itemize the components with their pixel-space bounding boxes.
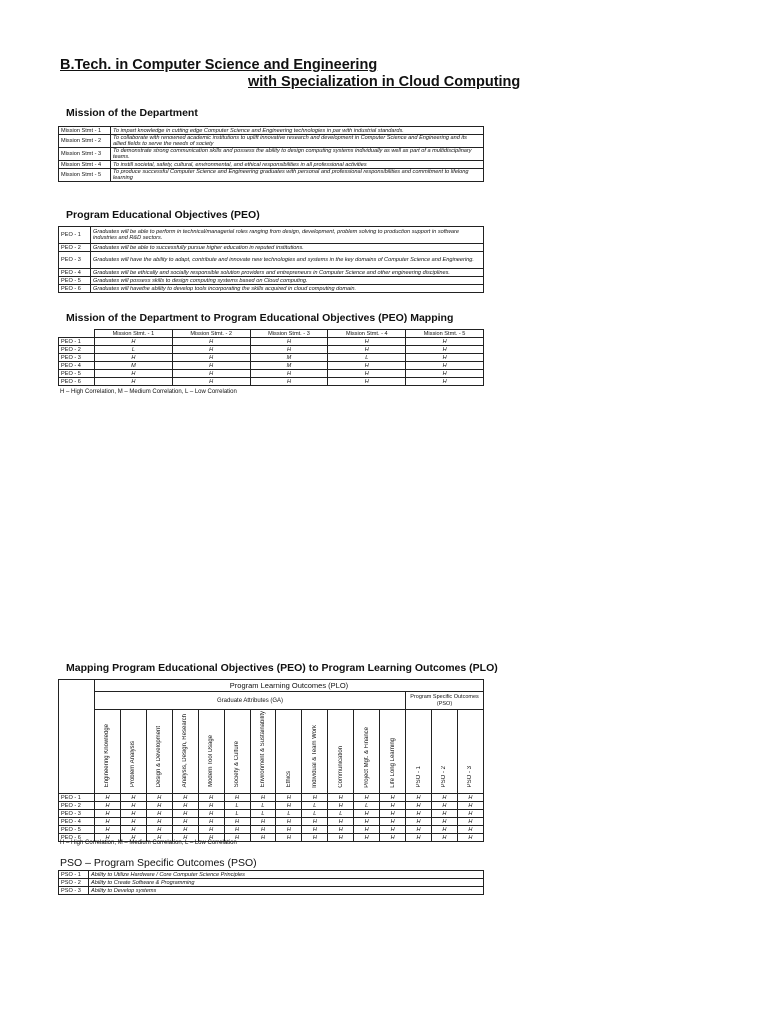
- peo-row-text: Graduates will be able to perform in technical/managerial roles ranging from design, development, problem solving to production support in software industries and R&D sectors.: [91, 227, 484, 244]
- ga-column-header: [250, 710, 276, 794]
- mapping-cell: H: [250, 338, 328, 346]
- plo-cell: H: [95, 834, 121, 842]
- peo-row: [59, 269, 484, 277]
- peo-row-text: Graduates will possess skills to design computing systems based on Cloud computing.: [91, 277, 484, 285]
- mapping-row: [59, 346, 484, 354]
- mission-row-label: Mission Stmt - 4: [59, 161, 111, 169]
- plo-cell: L: [224, 810, 250, 818]
- ga-column-label: Analysis, Design, Research: [182, 714, 189, 788]
- plo-cell: H: [146, 802, 172, 810]
- plo-cell: H: [354, 810, 380, 818]
- ga-column-label: Problem Analysis: [130, 741, 137, 788]
- plo-cell: H: [431, 818, 457, 826]
- plo-cell: L: [302, 802, 328, 810]
- plo-cell: H: [457, 794, 483, 802]
- peo-row-label: PEO - 3: [59, 252, 91, 269]
- plo-cell: H: [380, 834, 406, 842]
- pso-heading: PSO – Program Specific Outcomes (PSO): [60, 857, 257, 869]
- peo-row-label: PEO - 4: [59, 269, 91, 277]
- ga-column-label: Project Mgt. & Finance: [363, 726, 370, 788]
- plo-cell: H: [302, 794, 328, 802]
- mapping-cell: H: [328, 338, 406, 346]
- mapping-cell: H: [328, 362, 406, 370]
- plo-cell: H: [250, 834, 276, 842]
- peo-row: [59, 277, 484, 285]
- plo-cell: L: [224, 802, 250, 810]
- mapping-cell: H: [172, 338, 250, 346]
- plo-table: [58, 679, 484, 842]
- mapping-row: [59, 362, 484, 370]
- plo-cell: L: [302, 810, 328, 818]
- plo-cell: H: [431, 810, 457, 818]
- plo-cell: H: [431, 834, 457, 842]
- mapping-cell: H: [406, 338, 484, 346]
- pso-column-label: PSO - 2: [441, 766, 448, 788]
- mapping-cell: M: [95, 362, 173, 370]
- plo-heading: Mapping Program Educational Objectives (PEO) to Program Learning Outcomes (PLO): [66, 662, 498, 674]
- plo-row: [59, 802, 484, 810]
- pso-row-label: PSO - 1: [59, 871, 89, 879]
- mapping-cell: H: [406, 362, 484, 370]
- plo-cell: H: [276, 802, 302, 810]
- ga-column-header: [146, 710, 172, 794]
- ga-column-header: [224, 710, 250, 794]
- pso-column-label: PSO - 3: [467, 766, 474, 788]
- plo-cell: H: [120, 802, 146, 810]
- mapping-row-label: PEO - 4: [59, 362, 95, 370]
- plo-cell: H: [172, 794, 198, 802]
- mapping-cell: H: [328, 346, 406, 354]
- mission-table: [58, 126, 484, 182]
- mapping-cell: H: [328, 370, 406, 378]
- plo-cell: H: [250, 794, 276, 802]
- plo-cell: H: [406, 818, 432, 826]
- plo-cell: L: [250, 802, 276, 810]
- mapping-cell: H: [250, 370, 328, 378]
- peo-row-label: PEO - 6: [59, 285, 91, 293]
- mapping-column-header: Mission Stmt. - 4: [328, 330, 406, 338]
- mapping-cell: H: [328, 378, 406, 386]
- mission-row: [59, 148, 484, 161]
- plo-row-label: PEO - 6: [59, 834, 95, 842]
- page-title-line-1: B.Tech. in Computer Science and Engineering: [60, 57, 378, 73]
- plo-cell: H: [276, 818, 302, 826]
- plo-cell: L: [354, 802, 380, 810]
- mapping-corner-cell: [59, 330, 95, 338]
- plo-cell: H: [172, 834, 198, 842]
- plo-cell: H: [380, 802, 406, 810]
- plo-cell: H: [120, 826, 146, 834]
- mapping-cell: H: [250, 346, 328, 354]
- plo-row: [59, 826, 484, 834]
- peo-row: [59, 227, 484, 244]
- plo-cell: H: [406, 794, 432, 802]
- plo-cell: H: [431, 826, 457, 834]
- mapping-cell: H: [406, 378, 484, 386]
- plo-row: [59, 810, 484, 818]
- mission-row-text: To produce successful Computer Science and Engineering graduates with personal and professional responsibilities and commitment to lifelong learning: [111, 169, 484, 182]
- plo-cell: H: [120, 834, 146, 842]
- ga-column-label: Society & Culture: [234, 741, 241, 788]
- plo-cell: H: [146, 794, 172, 802]
- mission-row: [59, 127, 484, 135]
- plo-cell: H: [146, 826, 172, 834]
- plo-header: Program Learning Outcomes (PLO): [95, 680, 484, 692]
- plo-cell: H: [224, 834, 250, 842]
- plo-cell: H: [95, 810, 121, 818]
- plo-cell: H: [172, 818, 198, 826]
- ga-column-label: Life Long Learning: [389, 737, 396, 788]
- mapping-cell: H: [172, 362, 250, 370]
- mapping-cell: H: [95, 370, 173, 378]
- plo-cell: H: [406, 802, 432, 810]
- plo-row-label: PEO - 2: [59, 802, 95, 810]
- plo-cell: H: [457, 810, 483, 818]
- ga-column-label: Engineering Knowledge: [104, 723, 111, 788]
- mapping-row: [59, 378, 484, 386]
- plo-cell: H: [146, 818, 172, 826]
- mapping-heading: Mission of the Department to Program Educational Objectives (PEO) Mapping: [66, 312, 454, 324]
- ga-column-label: Environment & Sustainability: [259, 711, 266, 788]
- mapping-column-header: Mission Stmt. - 1: [95, 330, 173, 338]
- plo-cell: H: [146, 810, 172, 818]
- plo-cell: H: [146, 834, 172, 842]
- plo-cell: H: [120, 818, 146, 826]
- mapping-cell: H: [95, 378, 173, 386]
- mapping-legend-note: H – High Correlation, M – Medium Correlation, L – Low Correlation: [60, 389, 237, 395]
- mapping-cell: L: [95, 346, 173, 354]
- plo-cell: H: [198, 802, 224, 810]
- mapping-cell: M: [250, 362, 328, 370]
- plo-cell: H: [457, 802, 483, 810]
- plo-cell: H: [250, 826, 276, 834]
- ga-column-header: [120, 710, 146, 794]
- pso-header: Program Specific Outcomes (PSO): [406, 692, 484, 710]
- plo-cell: H: [198, 810, 224, 818]
- mission-row-text: To instill societal, safety, cultural, environmental, and ethical responsibilities in all professional activities: [111, 161, 484, 169]
- plo-cell: H: [95, 818, 121, 826]
- mapping-row-label: PEO - 3: [59, 354, 95, 362]
- plo-cell: H: [328, 802, 354, 810]
- mapping-row-label: PEO - 5: [59, 370, 95, 378]
- mapping-column-header: Mission Stmt. - 3: [250, 330, 328, 338]
- plo-cell: H: [431, 802, 457, 810]
- pso-row: [59, 871, 484, 879]
- ga-column-header: [380, 710, 406, 794]
- peo-row-text: Graduates will have the ability to adapt, contribute and innovate new technologies and systems in the key domains of Computer Science and Engineering.: [91, 252, 484, 269]
- mission-row-label: Mission Stmt - 5: [59, 169, 111, 182]
- ga-column-label: Modern Tool Usage: [208, 735, 215, 788]
- pso-row-text: Ability to Create Software & Programming: [89, 879, 484, 887]
- plo-cell: H: [276, 826, 302, 834]
- plo-row-label: PEO - 4: [59, 818, 95, 826]
- plo-cell: H: [328, 826, 354, 834]
- mapping-cell: H: [250, 378, 328, 386]
- pso-table: [58, 870, 484, 895]
- plo-cell: H: [380, 794, 406, 802]
- plo-cell: H: [354, 794, 380, 802]
- mapping-column-header: Mission Stmt. - 5: [406, 330, 484, 338]
- plo-row-label: PEO - 5: [59, 826, 95, 834]
- ga-column-header: [95, 710, 121, 794]
- plo-cell: H: [380, 818, 406, 826]
- mapping-cell: H: [406, 346, 484, 354]
- plo-cell: H: [198, 794, 224, 802]
- plo-cell: H: [302, 834, 328, 842]
- plo-cell: H: [95, 802, 121, 810]
- plo-cell: H: [380, 826, 406, 834]
- peo-row: [59, 244, 484, 252]
- plo-cell: H: [328, 794, 354, 802]
- pso-column-header: [406, 710, 432, 794]
- plo-cell: H: [457, 826, 483, 834]
- plo-row: [59, 818, 484, 826]
- mapping-cell: H: [172, 370, 250, 378]
- plo-row-label: PEO - 3: [59, 810, 95, 818]
- mapping-cell: H: [172, 378, 250, 386]
- ga-column-header: [302, 710, 328, 794]
- mapping-cell: H: [172, 346, 250, 354]
- mapping-column-header: Mission Stmt. - 2: [172, 330, 250, 338]
- plo-cell: H: [457, 818, 483, 826]
- mission-row: [59, 169, 484, 182]
- plo-cell: H: [354, 826, 380, 834]
- peo-row-text: Graduates will havethe ability to develop tools incorporating the skills acquired in cloud computing domain.: [91, 285, 484, 293]
- mapping-row-label: PEO - 6: [59, 378, 95, 386]
- plo-row: [59, 794, 484, 802]
- peo-row-label: PEO - 2: [59, 244, 91, 252]
- plo-cell: H: [431, 794, 457, 802]
- plo-cell: H: [198, 834, 224, 842]
- mapping-cell: M: [250, 354, 328, 362]
- plo-cell: H: [406, 826, 432, 834]
- plo-cell: H: [457, 834, 483, 842]
- plo-cell: H: [354, 818, 380, 826]
- pso-row: [59, 887, 484, 895]
- mission-row: [59, 135, 484, 148]
- plo-cell: H: [406, 810, 432, 818]
- mapping-table: [58, 329, 484, 386]
- mission-row-label: Mission Stmt - 3: [59, 148, 111, 161]
- pso-row-label: PSO - 2: [59, 879, 89, 887]
- plo-cell: H: [120, 810, 146, 818]
- page-title-line-2: with Specialization in Cloud Computing: [248, 74, 521, 90]
- plo-cell: L: [328, 810, 354, 818]
- pso-row: [59, 879, 484, 887]
- mission-row-text: To collaborate with renowned academic institutions to uplift innovative research and development in Computer Science and Engineering and its allied fields to serve the needs of society: [111, 135, 484, 148]
- plo-cell: H: [276, 834, 302, 842]
- mission-row-label: Mission Stmt - 1: [59, 127, 111, 135]
- mapping-row-label: PEO - 2: [59, 346, 95, 354]
- plo-cell: H: [95, 826, 121, 834]
- plo-cell: H: [302, 826, 328, 834]
- peo-heading: Program Educational Objectives (PEO): [66, 209, 260, 221]
- plo-cell: H: [406, 834, 432, 842]
- plo-cell: H: [120, 794, 146, 802]
- plo-cell: H: [95, 794, 121, 802]
- plo-cell: H: [302, 818, 328, 826]
- plo-cell: H: [328, 834, 354, 842]
- mapping-row-label: PEO - 1: [59, 338, 95, 346]
- pso-row-label: PSO - 3: [59, 887, 89, 895]
- plo-cell: H: [276, 794, 302, 802]
- mapping-cell: H: [95, 354, 173, 362]
- peo-row: [59, 285, 484, 293]
- ga-column-label: Ethics: [285, 771, 292, 788]
- plo-corner-cell: [59, 680, 95, 794]
- plo-cell: H: [328, 818, 354, 826]
- plo-cell: H: [380, 810, 406, 818]
- mapping-row: [59, 338, 484, 346]
- peo-table: [58, 226, 484, 293]
- pso-column-header: [431, 710, 457, 794]
- ga-column-header: [354, 710, 380, 794]
- ga-column-header: [198, 710, 224, 794]
- peo-row-label: PEO - 5: [59, 277, 91, 285]
- plo-cell: H: [198, 818, 224, 826]
- pso-column-label: PSO - 1: [415, 766, 422, 788]
- ga-column-header: [328, 710, 354, 794]
- ga-column-label: Individual & Team Work: [311, 724, 318, 788]
- plo-cell: H: [172, 810, 198, 818]
- ga-header: Graduate Attributes (GA): [95, 692, 406, 710]
- plo-cell: H: [224, 794, 250, 802]
- plo-cell: L: [250, 810, 276, 818]
- pso-row-text: Ability to Utilize Hardware / Core Computer Science Principles: [89, 871, 484, 879]
- mission-row-text: To impart knowledge in cutting edge Computer Science and Engineering technologies in par with industrial standards.: [111, 127, 484, 135]
- peo-row: [59, 252, 484, 269]
- ga-column-label: Communication: [337, 745, 344, 788]
- plo-cell: H: [172, 826, 198, 834]
- mission-heading: Mission of the Department: [66, 107, 198, 119]
- mission-row-label: Mission Stmt - 2: [59, 135, 111, 148]
- mission-row: [59, 161, 484, 169]
- pso-column-header: [457, 710, 483, 794]
- peo-row-text: Graduates will be ethically and socially responsible solution providers and entrepreneurs in Computer Science and other engineering disciplines.: [91, 269, 484, 277]
- plo-cell: H: [354, 834, 380, 842]
- peo-row-label: PEO - 1: [59, 227, 91, 244]
- mapping-cell: H: [406, 354, 484, 362]
- ga-column-header: [172, 710, 198, 794]
- peo-row-text: Graduates will be able to successfully pursue higher education in reputed institutions.: [91, 244, 484, 252]
- mission-row-text: To demonstrate strong communication skills and possess the ability to design computing systems individually as well as part of a multidisciplinary teams.: [111, 148, 484, 161]
- pso-row-text: Ability to Develop systems: [89, 887, 484, 895]
- plo-legend-note: H – High Correlation, M – Medium Correlation, L – Low Correlation: [60, 840, 237, 846]
- mapping-row: [59, 370, 484, 378]
- ga-column-label: Design & Development: [156, 726, 163, 788]
- plo-cell: H: [172, 802, 198, 810]
- mapping-cell: H: [172, 354, 250, 362]
- plo-cell: L: [276, 810, 302, 818]
- mapping-cell: H: [95, 338, 173, 346]
- mapping-cell: L: [328, 354, 406, 362]
- plo-cell: H: [224, 818, 250, 826]
- ga-column-header: [276, 710, 302, 794]
- mapping-cell: H: [406, 370, 484, 378]
- plo-cell: H: [250, 818, 276, 826]
- mapping-row: [59, 354, 484, 362]
- plo-cell: H: [198, 826, 224, 834]
- plo-cell: H: [224, 826, 250, 834]
- plo-row-label: PEO - 1: [59, 794, 95, 802]
